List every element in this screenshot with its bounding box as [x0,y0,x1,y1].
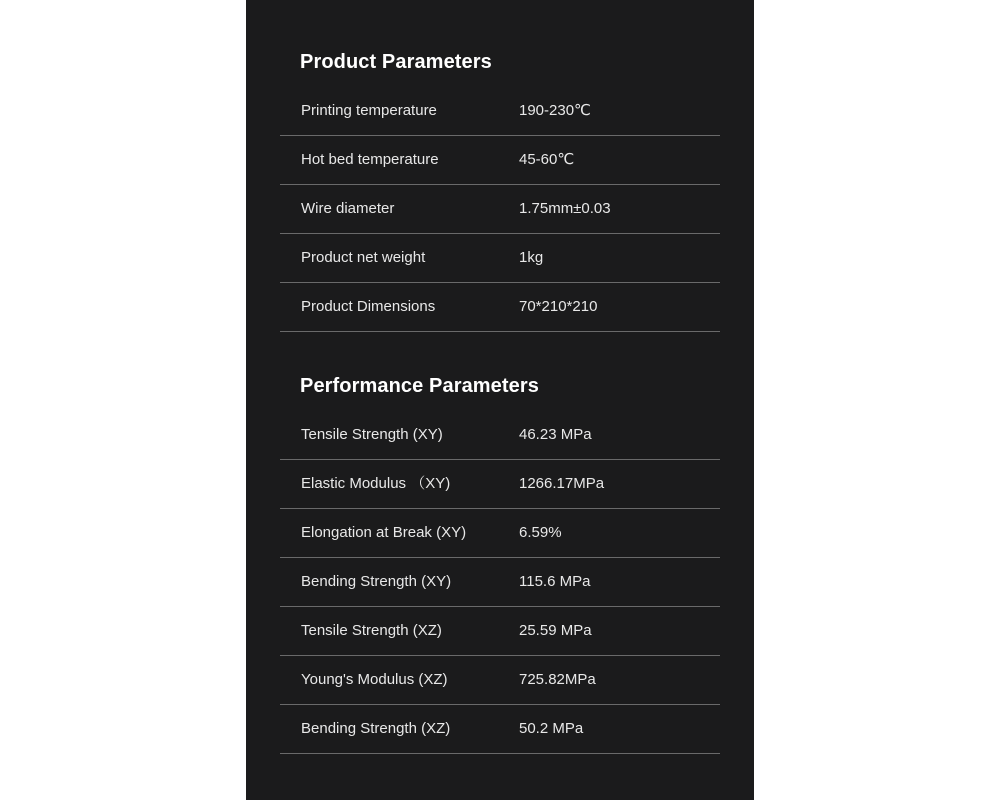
table-row [280,656,720,705]
row-label: Young's Modulus (XZ) [301,671,448,688]
row-value: 70*210*210 [519,298,598,315]
table-row [280,705,720,754]
row-label: Elastic Modulus （XY) [301,475,451,492]
row-value: 1266.17MPa [519,475,605,492]
row-label: Elongation at Break (XY) [301,524,467,541]
row-value: 190-230℃ [519,102,591,119]
row-label: Wire diameter [301,200,395,217]
row-label: Tensile Strength (XY) [301,426,443,443]
row-value: 50.2 MPa [519,720,584,737]
parameters-panel [246,0,754,800]
row-value: 45-60℃ [519,151,575,168]
row-label: Bending Strength (XZ) [301,720,451,737]
performance-parameters-table [280,411,720,754]
table-row [280,234,720,283]
row-value: 1.75mm±0.03 [519,200,611,217]
product-parameters-title: Product Parameters [300,51,492,73]
table-row [280,607,720,656]
table-row [280,185,720,234]
row-label: Product net weight [301,249,426,266]
row-value: 46.23 MPa [519,426,592,443]
table-row [280,460,720,509]
row-label: Tensile Strength (XZ) [301,622,442,639]
row-label: Hot bed temperature [301,151,439,168]
table-row [280,136,720,185]
performance-parameters-title: Performance Parameters [300,375,539,397]
row-label: Product Dimensions [301,298,436,315]
row-value: 6.59% [519,524,562,541]
table-row [280,87,720,136]
table-row [280,558,720,607]
row-value: 725.82MPa [519,671,596,688]
row-label: Bending Strength (XY) [301,573,452,590]
row-value: 25.59 MPa [519,622,592,639]
row-value: 1kg [519,249,544,266]
row-value: 115.6 MPa [519,573,591,590]
row-label: Printing temperature [301,102,437,119]
table-row [280,411,720,460]
table-row [280,509,720,558]
product-parameters-table [280,87,720,332]
table-row [280,283,720,332]
